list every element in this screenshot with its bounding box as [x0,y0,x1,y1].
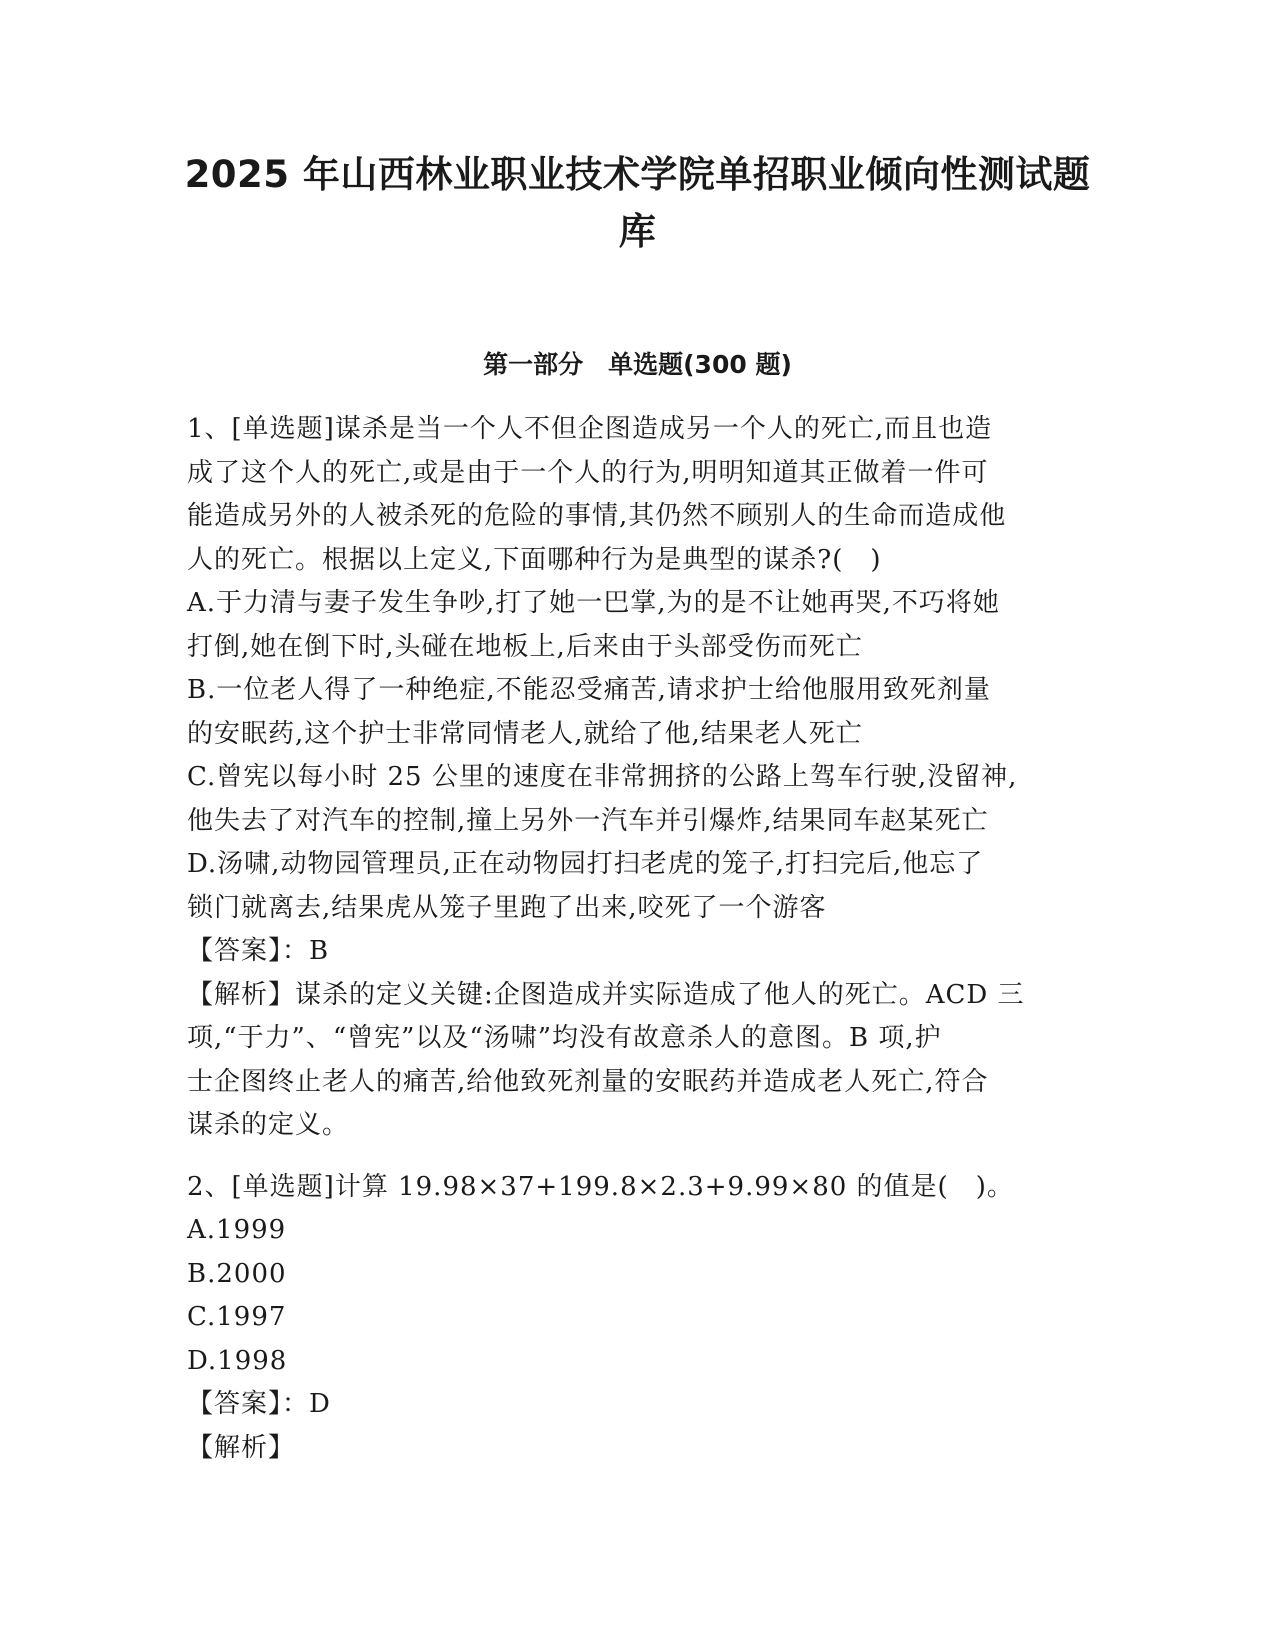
stem-line: 能造成另外的人被杀死的危险的事情,其仍然不顾别人的生命而造成他 [187,501,1007,531]
title-line: 库 [618,210,657,253]
analysis-line: 项,“于力”、“曾宪”以及“汤啸”均没有故意杀人的意图。B 项,护 [187,1023,942,1053]
stem-line: 人的死亡。根据以上定义,下面哪种行为是典型的谋杀?( ) [187,544,882,575]
option-b: 的安眠药,这个护士非常同情老人,就给了他,结果老人死亡 [187,718,863,749]
document-title [150,146,1125,260]
stem-line: 2、[单选题]计算 19.98×37+199.8×2.3+9.99×80 的值是( )。 [187,1171,1014,1202]
analysis-line: 士企图终止老人的痛苦,给他致死剂量的安眠药并造成老人死亡,符合 [187,1066,989,1097]
option-d: 锁门就离去,结果虎从笼子里跑了出来,咬死了一个游客 [187,892,827,923]
stem-line: 1、[单选题]谋杀是当一个人不但企图造成另一个人的死亡,而且也造 [187,414,993,444]
answer-line: 【答案】：D [187,1389,331,1419]
title-line: 2025 年山西林业职业技术学院单招职业倾向性测试题 [184,153,1091,196]
section-title: 第一部分 单选题(300 题) [483,350,792,379]
stem-line: 成了这个人的死亡,或是由于一个人的行为,明明知道其正做着一件可 [187,457,989,488]
analysis-line: 【解析】谋杀的定义关键:企图造成并实际造成了他人的死亡。ACD 三 [187,979,1025,1010]
option-d: D.汤啸,动物园管理员,正在动物园打扫老虎的笼子,打扫完后,他忘了 [187,849,984,879]
option-c: C.1997 [187,1302,287,1332]
question-stem [187,1166,1087,1210]
question-list [187,408,1087,1488]
option-c: C.曾宪以每小时 25 公里的速度在非常拥挤的公路上驾车行驶,没留神, [187,762,1018,792]
option-d: D.1998 [187,1345,288,1376]
analysis [187,1427,1087,1471]
option-a: A.1999 [187,1215,287,1245]
question-1 [187,408,1087,1148]
answer [187,930,1087,974]
option-a: A.于力清与妻子发生争吵,打了她一巴掌,为的是不让她再哭,不巧将她 [187,588,1000,618]
answer [187,1383,1087,1427]
option-b: B.2000 [187,1258,287,1289]
analysis-line: 【解析】 [187,1432,296,1463]
option-b: B.一位老人得了一种绝症,不能忍受痛苦,请求护士给他服用致死剂量 [187,675,991,705]
analysis [187,974,1087,1148]
option-c: 他失去了对汽车的控制,撞上另外一汽车并引爆炸,结果同车赵某死亡 [187,805,989,836]
question-2 [187,1166,1087,1471]
question-options [187,1209,1087,1383]
analysis-line: 谋杀的定义。 [187,1110,350,1140]
question-options [187,582,1087,930]
option-a: 打倒,她在倒下时,头碰在地板上,后来由于头部受伤而死亡 [187,631,863,662]
question-stem [187,408,1087,582]
answer-line: 【答案】：B [187,936,330,966]
